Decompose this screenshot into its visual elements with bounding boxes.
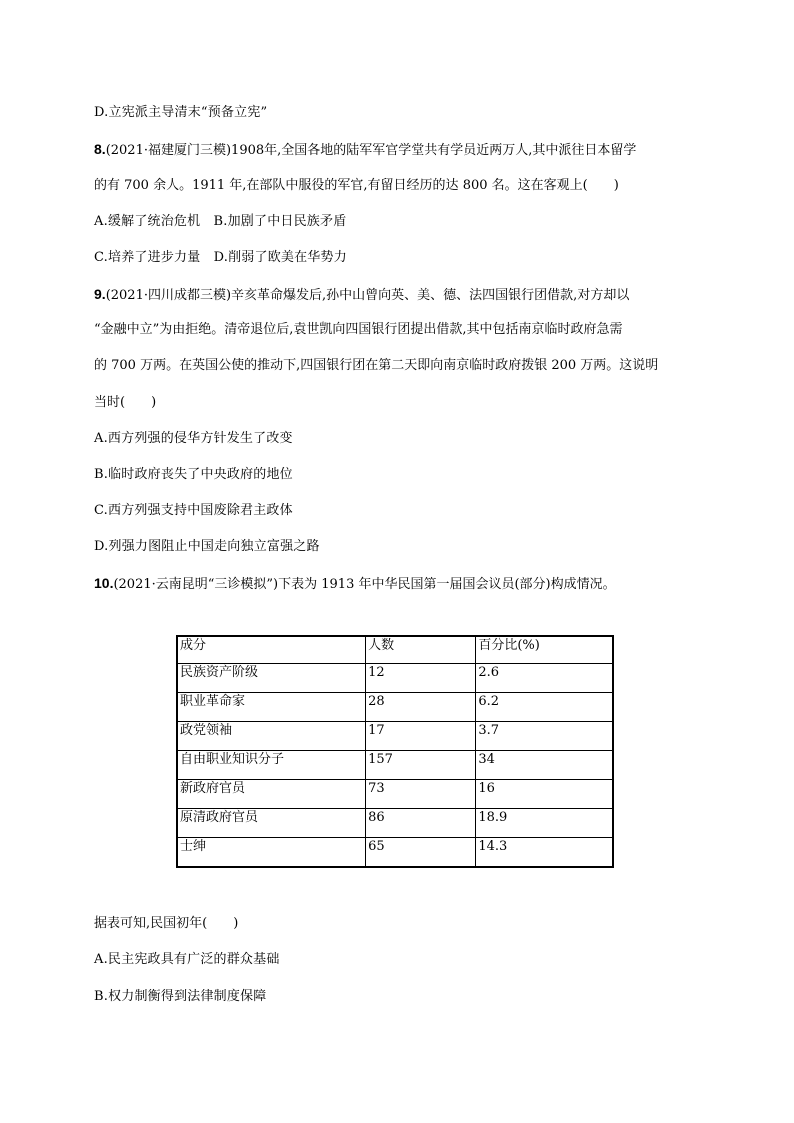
table-cell: 新政府官员 <box>178 780 366 809</box>
table-row <box>178 722 613 751</box>
table-header-cell: 人数 <box>366 637 476 664</box>
q8-number: 8. <box>94 141 106 157</box>
table-cell: 28 <box>366 693 476 722</box>
table-row <box>178 664 613 693</box>
table-cell: 65 <box>366 838 476 867</box>
table-cell: 12 <box>366 664 476 693</box>
table-cell: 17 <box>366 722 476 751</box>
table-header-cell: 成分 <box>178 637 366 664</box>
q8-options-ab: A.缓解了统治危机 B.加剧了中日民族矛盾 <box>94 214 347 229</box>
q9-stem-line-4: 当时( ) <box>94 395 157 410</box>
table-cell: 3.7 <box>476 722 613 751</box>
q9-stem-line-1 <box>94 285 629 305</box>
q9-option-c: C.西方列强支持中国废除君主政体 <box>94 503 293 518</box>
q9-stem-text-1: (2021·四川成都三模)辛亥革命爆发后,孙中山曾向英、美、德、法四国银行团借款,对方却以 <box>105 288 630 303</box>
q9-option-a: A.西方列强的侵华方针发生了改变 <box>94 431 293 446</box>
table-cell: 16 <box>476 780 613 809</box>
parliament-composition-table <box>177 636 613 867</box>
table-row <box>178 838 613 867</box>
table-header-row <box>178 637 613 664</box>
table-row <box>178 780 613 809</box>
q10-number: 10. <box>94 575 114 591</box>
q8-options-cd: C.培养了进步力量 D.削弱了欧美在华势力 <box>94 250 347 265</box>
table-cell: 34 <box>476 751 613 780</box>
q9-option-b: B.临时政府丧失了中央政府的地位 <box>94 467 293 482</box>
q9-number: 9. <box>94 286 106 302</box>
q10-option-a: A.民主宪政具有广泛的群众基础 <box>94 952 280 967</box>
q7-option-d: D.立宪派主导清末“预备立宪” <box>94 105 268 120</box>
table-cell: 73 <box>366 780 476 809</box>
table-cell: 政党领袖 <box>178 722 366 751</box>
q8-stem-line-1 <box>94 140 636 160</box>
table-cell: 士绅 <box>178 838 366 867</box>
q10-stem-line-1 <box>94 574 616 594</box>
table-row <box>178 693 613 722</box>
table-cell: 原清政府官员 <box>178 809 366 838</box>
table-cell: 2.6 <box>476 664 613 693</box>
q9-stem-line-2: “金融中立”为由拒绝。清帝退位后,袁世凯向四国银行团提出借款,其中包括南京临时政府急需 <box>94 322 623 337</box>
q9-stem-line-3: 的 700 万两。在英国公使的推动下,四国银行团在第二天即向南京临时政府拨银 200 万两。这说明 <box>94 358 659 373</box>
table-row <box>178 809 613 838</box>
table-cell: 职业革命家 <box>178 693 366 722</box>
q9-option-d: D.列强力图阻止中国走向独立富强之路 <box>94 539 320 554</box>
q10-option-b: B.权力制衡得到法律制度保障 <box>94 989 267 1004</box>
table-header-cell: 百分比(%) <box>476 637 613 664</box>
table-cell: 民族资产阶级 <box>178 664 366 693</box>
table-cell: 86 <box>366 809 476 838</box>
q8-stem-text-1: (2021·福建厦门三模)1908年,全国各地的陆军军官学堂共有学员近两万人,其中派往日本留学 <box>105 143 637 158</box>
table-cell: 157 <box>366 751 476 780</box>
q10-stem-line-2: 据表可知,民国初年( ) <box>94 916 239 931</box>
q10-stem-text-1: (2021·云南昆明“三诊模拟”)下表为 1913 年中华民国第一届国会议员(部分)构成情况。 <box>113 577 616 592</box>
table-row <box>178 751 613 780</box>
q8-stem-line-2: 的有 700 余人。1911 年,在部队中服役的军官,有留日经历的达 800 名。这在客观上( ) <box>94 178 619 193</box>
table-cell: 14.3 <box>476 838 613 867</box>
table-cell: 自由职业知识分子 <box>178 751 366 780</box>
table-cell: 18.9 <box>476 809 613 838</box>
table-cell: 6.2 <box>476 693 613 722</box>
